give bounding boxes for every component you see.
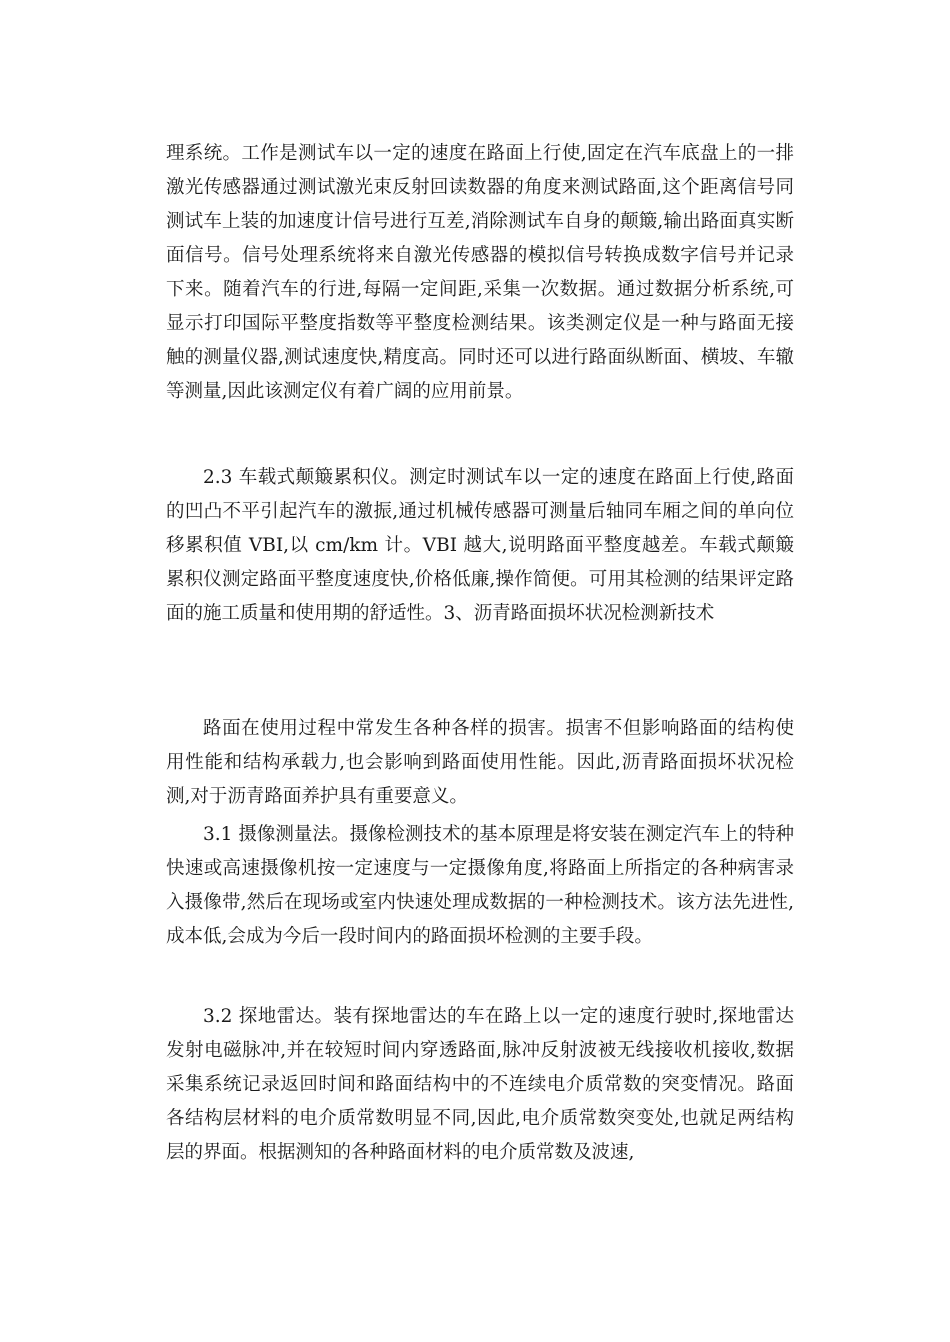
paragraph-damage-intro: 路面在使用过程中常发生各种各样的损害。损害不但影响路面的结构使用性能和结构承载力,也会影响到路面使用性能。因此,沥青路面损坏状况检测,对于沥青路面养护具有重要意义。	[166, 718, 794, 807]
paragraph-ground-radar: 3.2 探地雷达。装有探地雷达的车在路上以一定的速度行驶时,探地雷达发射电磁脉冲,并在较短时间内穿透路面,脉冲反射波被无线接收机接收,数据采集系统记录返回时间和路面结构中的不连续电介质常数的突变情况。路面各结构层材料的电介质常数明显不同,因此,电介质常数突变处,也就足两结构层的界面。根据测知的各种路面材料的电介质常数及波速,	[166, 1006, 794, 1163]
paragraph-laser-profiler: 理系统。工作是测试车以一定的速度在路面上行使,固定在汽车底盘上的一排激光传感器通过测试激光束反射回读数器的角度来测试路面,这个距离信号同测试车上装的加速度计信号进行互差,消除测试车自身的颠簸,输出路面真实断面信号。信号处理系统将来自激光传感器的模拟信号转换成数字信号并记录下来。随着汽车的行进,每隔一定间距,采集一次数据。通过数据分析系统,可显示打印国际平整度指数等平整度检测结果。该类测定仪是一种与路面无接触的测量仪器,测试速度快,精度高。同时还可以进行路面纵断面、横坡、车辙等测量,因此该测定仪有着广阔的应用前景。	[166, 143, 794, 402]
paragraph-bump-integrator: 2.3 车载式颠簸累积仪。测定时测试车以一定的速度在路面上行使,路面的凹凸不平引起汽车的激振,通过机械传感器可测量后轴同车厢之间的单向位移累积值 VBI,以 cm/km 计。VBI 越大,说明路面平整度越差。车载式颠簸累积仪测定路面平整度速度快,价格低廉,操作简便。可用其检测的结果评定路面的施工质量和使用期的舒适性。3、沥青路面损坏状况检测新技术	[166, 467, 794, 624]
paragraph-video-measurement: 3.1 摄像测量法。摄像检测技术的基本原理是将安装在测定汽车上的特种快速或高速摄像机按一定速度与一定摄像角度,将路面上所指定的各种病害录入摄像带,然后在现场或室内快速处理成数据的一种检测技术。该方法先进性,成本低,会成为今后一段时间内的路面损坏检测的主要手段。	[166, 824, 794, 947]
